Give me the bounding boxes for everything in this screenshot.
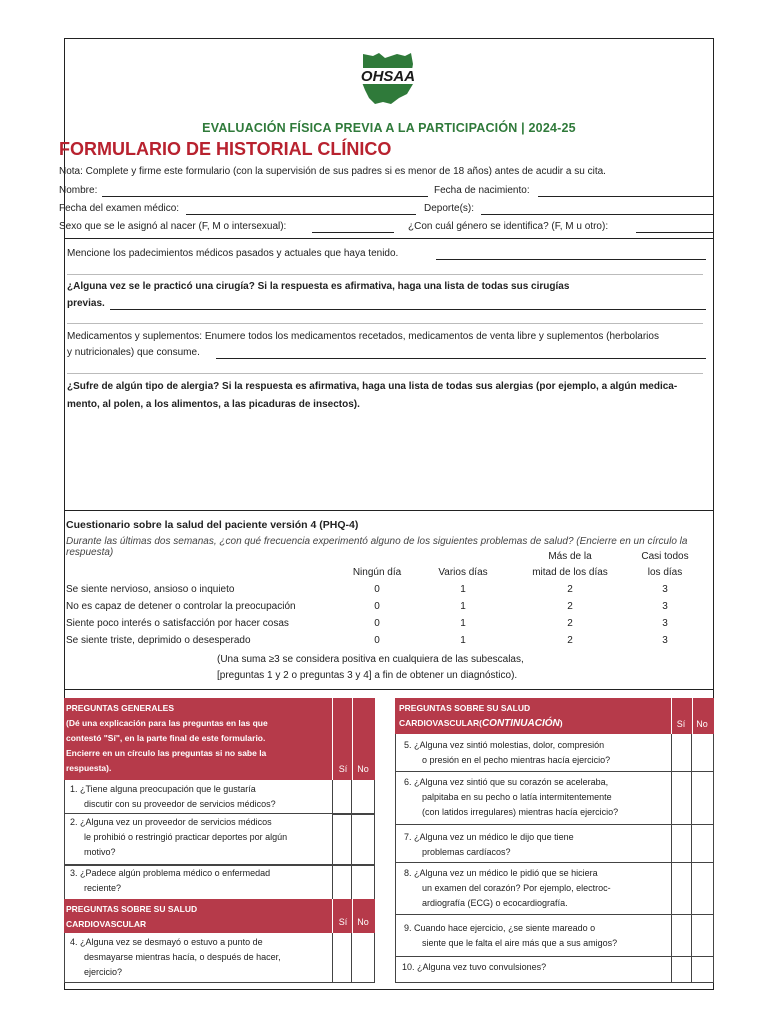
cardio-q6: 6. ¿Alguna vez sintió que su corazón se aceleraba, palpitaba en su pecho o latía intermitentemente (con latidos irregulares) mientras hacía ejercicio? bbox=[404, 777, 619, 817]
general-q1: 1. ¿Tiene alguna preocupación que le gustaría discutir con su proveedor de servicios médicos? bbox=[70, 784, 276, 809]
general-no-label: No bbox=[357, 764, 369, 774]
history-q1-field[interactable] bbox=[436, 259, 706, 260]
phq4-option[interactable]: 0 bbox=[374, 618, 380, 629]
sports-label: Deporte(s): bbox=[424, 203, 475, 214]
general-header-title: PREGUNTAS GENERALES bbox=[66, 703, 174, 713]
phq4-option[interactable]: 3 bbox=[662, 601, 668, 612]
phq4-note-line1: (Una suma ≥3 se considera positiva en cualquiera de las subescalas, bbox=[217, 654, 524, 665]
phq4-option[interactable]: 1 bbox=[460, 584, 466, 595]
general-yes-label: Sí bbox=[338, 764, 348, 774]
form-subtitle: EVALUACIÓN FÍSICA PREVIA A LA PARTICIPACIÓN | 2024-25 bbox=[202, 121, 576, 135]
phq4-option[interactable]: 2 bbox=[567, 635, 573, 646]
name-label: Nombre: bbox=[59, 185, 98, 196]
phq4-option[interactable]: 1 bbox=[460, 635, 466, 646]
phq4-row-label: Se siente nervioso, ansioso o inquieto bbox=[66, 584, 235, 595]
form-title: FORMULARIO DE HISTORIAL CLÍNICO bbox=[59, 139, 392, 159]
phq4-option[interactable]: 1 bbox=[460, 618, 466, 629]
dob-label: Fecha de nacimiento: bbox=[434, 185, 530, 196]
phq4-title: Cuestionario sobre la salud del paciente versión 4 (PHQ-4) bbox=[66, 519, 359, 531]
cardio-q4: 4. ¿Alguna vez se desmayó o estuvo a punto de desmayarse mientras hacía, o después de hacer, ejercicio? bbox=[70, 937, 281, 977]
general-yes-column[interactable] bbox=[332, 780, 352, 899]
ohsaa-logo bbox=[355, 50, 421, 106]
general-q2: 2. ¿Alguna vez un proveedor de servicios médicos le prohibió o restringió practicar deportes por algún motivo? bbox=[70, 817, 288, 857]
phq4-row-label: Siente poco interés o satisfacción por hacer cosas bbox=[66, 618, 289, 629]
phq4-note-line2: [preguntas 1 y 2 o preguntas 3 y 4] a fin de obtener un diagnóstico). bbox=[217, 670, 518, 681]
history-q2-line1: ¿Alguna vez se le practicó una cirugía? Si la respuesta es afirmativa, haga una lista de todas sus cirugías bbox=[67, 281, 570, 292]
phq4-option[interactable]: 3 bbox=[662, 618, 668, 629]
sex-field[interactable] bbox=[312, 232, 394, 233]
continued-no-label: No bbox=[696, 719, 708, 729]
phq4-option[interactable]: 1 bbox=[460, 601, 466, 612]
phq4-option[interactable]: 0 bbox=[374, 601, 380, 612]
exam-date-label: Fecha del examen médico: bbox=[59, 203, 180, 214]
phq4-col-nearly-l1: Casi todos bbox=[641, 551, 689, 562]
history-q4-line1: ¿Sufre de algún tipo de alergia? Si la respuesta es afirmativa, haga una lista de todas sus alergias (por ejemplo, a algún medica- bbox=[67, 381, 678, 392]
phq4-row-label: No es capaz de detener o controlar la preocupación bbox=[66, 601, 296, 612]
logo-text: OHSAA bbox=[360, 68, 416, 85]
intro-note: Nota: Complete y firme este formulario (con la supervisión de sus padres si es menor de 18 años) antes de acudir a su cita. bbox=[59, 166, 606, 177]
phq4-col-several: Varios días bbox=[438, 567, 488, 578]
history-q3-field[interactable] bbox=[216, 358, 706, 359]
cardio-no-label: No bbox=[357, 917, 369, 927]
dob-field[interactable] bbox=[538, 196, 713, 197]
cardio-q8: 8. ¿Alguna vez un médico le pidió que se hiciera un examen del corazón? Por ejemplo, electroc- ardiografía (ECG) o ecocardiografía. bbox=[404, 868, 611, 908]
sex-label: Sexo que se le asignó al nacer (F, M o intersexual): bbox=[59, 221, 287, 232]
phq4-option[interactable]: 3 bbox=[662, 584, 668, 595]
phq4-option[interactable]: 3 bbox=[662, 635, 668, 646]
phq4-intro: Durante las últimas dos semanas, ¿con qué frecuencia experimentó alguno de los siguientes problemas de salud? (Encierre en un círculo la respuesta) bbox=[66, 536, 688, 558]
phq4-option[interactable]: 2 bbox=[567, 618, 573, 629]
phq4-option[interactable]: 0 bbox=[374, 635, 380, 646]
general-header-line4: respuesta). bbox=[66, 763, 112, 773]
cardio-continued-header: PREGUNTAS SOBRE SU SALUD CARDIOVASCULAR(CONTINUACIÓN) bbox=[395, 698, 671, 734]
gender-field[interactable] bbox=[636, 232, 713, 233]
cardio-q9: 9. Cuando hace ejercicio, ¿se siente mareado o siente que le falta el aire más que a sus amigos? bbox=[404, 923, 618, 948]
history-q3-line2: y nutricionales) que consume. bbox=[67, 347, 200, 358]
history-q2-field[interactable] bbox=[110, 309, 706, 310]
general-questions-header bbox=[64, 698, 332, 780]
general-q3: 3. ¿Padece algún problema médico o enfermedad reciente? bbox=[70, 868, 271, 893]
general-header-line1: (Dé una explicación para las preguntas en las que bbox=[66, 718, 268, 728]
phq4-col-nearly-l2: los días bbox=[647, 567, 683, 578]
continued-yes-label: Sí bbox=[676, 719, 686, 729]
exam-date-field[interactable] bbox=[186, 214, 416, 215]
phq4-row-label: Se siente triste, deprimido o desesperado bbox=[66, 635, 251, 646]
cardio-yes-column[interactable] bbox=[332, 933, 352, 983]
history-q2-line2: previas. bbox=[67, 298, 105, 309]
cardio-yes-label: Sí bbox=[338, 917, 348, 927]
name-field[interactable] bbox=[102, 196, 428, 197]
phq4-col-half-l2: mitad de los días bbox=[532, 567, 608, 578]
general-header-line2: contestó "Sí", en la parte final de este formulario. bbox=[66, 733, 266, 743]
cardio-q10: 10. ¿Alguna vez tuvo convulsiones? bbox=[402, 962, 547, 972]
phq4-col-none: Ningún día bbox=[352, 567, 402, 578]
sports-field[interactable] bbox=[481, 214, 713, 215]
cardio-q7: 7. ¿Alguna vez un médico le dijo que tiene problemas cardíacos? bbox=[404, 832, 574, 857]
phq4-option[interactable]: 0 bbox=[374, 584, 380, 595]
history-q1: Mencione los padecimientos médicos pasados y actuales que haya tenido. bbox=[67, 248, 399, 259]
cardio-q5: 5. ¿Alguna vez sintió molestias, dolor, compresión o presión en el pecho mientras hacía ejercicio? bbox=[404, 740, 611, 765]
history-q4-line2: mento, al polen, a los alimentos, a las picaduras de insectos). bbox=[67, 399, 360, 410]
general-header-line3: Encierre en un círculo las preguntas si no sabe la bbox=[66, 748, 267, 758]
gender-label: ¿Con cuál género se identifica? (F, M u otro): bbox=[408, 221, 609, 232]
cardio-header: PREGUNTAS SOBRE SU SALUD CARDIOVASCULAR bbox=[64, 899, 332, 933]
history-q3-line1: Medicamentos y suplementos: Enumere todos los medicamentos recetados, medicamentos de venta libre y suplementos (herbolarios bbox=[67, 331, 659, 342]
phq4-option[interactable]: 2 bbox=[567, 584, 573, 595]
phq4-col-half-l1: Más de la bbox=[548, 551, 592, 562]
phq4-note bbox=[217, 652, 524, 684]
phq4-option[interactable]: 2 bbox=[567, 601, 573, 612]
